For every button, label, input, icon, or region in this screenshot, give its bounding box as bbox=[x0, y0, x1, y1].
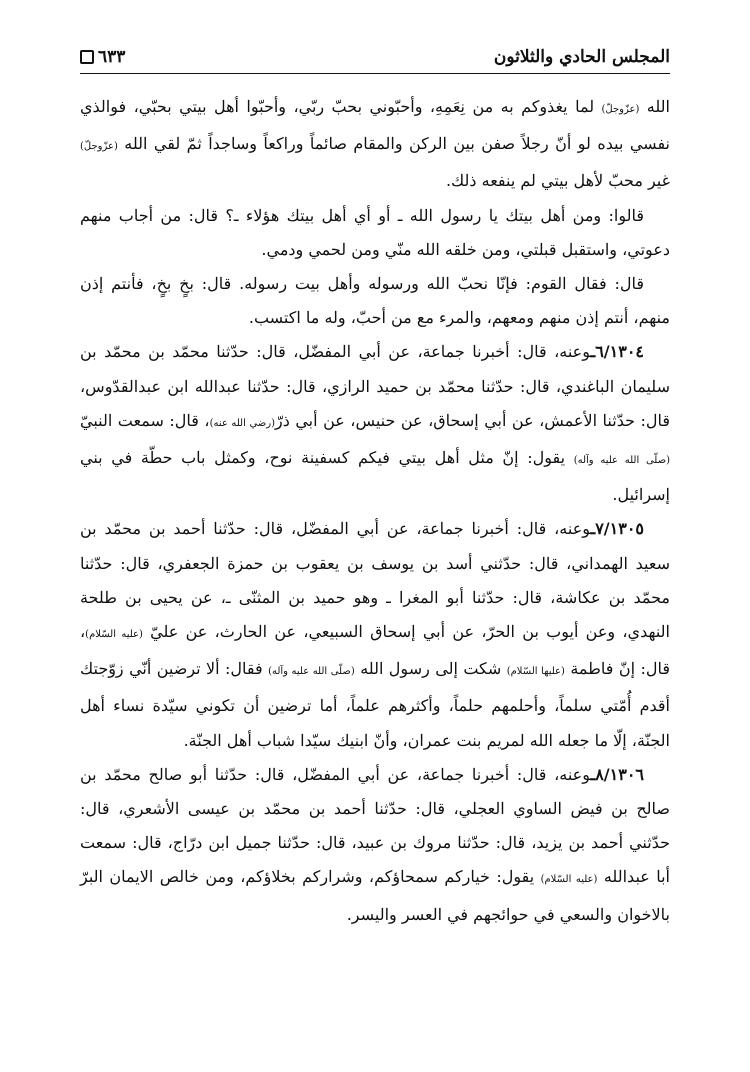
page-number-group bbox=[80, 47, 125, 67]
text-run: يقول: إنّ مثل أهل بيتي فيكم كسفينة نوح، وكمثل باب حطّة في بني إسرائيل. bbox=[80, 448, 670, 505]
honorific: (عزّوجلّ) bbox=[601, 104, 640, 115]
hadith-number: ٨/١٣٠٦ـ bbox=[590, 764, 644, 784]
square-box-icon bbox=[80, 50, 94, 64]
text-run: وعنه، قال: أخبرنا جماعة، عن أبي المفضّل، قال: حدّثنا محمّد بن محمّد بن سليمان الباغندي، قال: حدّثنا محمّد بن حميد الرازي، قال: حدّثنا عبدالله ابن عبدالقدّوس، قال: حدّثنا الأعمش، عن أبي إسحاق، عن حنيس، عن أبي ذرّ bbox=[80, 342, 670, 430]
hadith-entry bbox=[80, 512, 670, 757]
body-text bbox=[80, 90, 670, 932]
page-header bbox=[80, 40, 670, 74]
honorific: (عليه السّلام) bbox=[85, 629, 143, 641]
text-run: الله bbox=[639, 97, 670, 116]
hadith-entry bbox=[80, 758, 670, 932]
text-run: وعنه، قال: أخبرنا جماعة، عن أبي المفضّل، قال: حدّثنا أبو صالح محمّد بن صالح بن فيض الساوي العجلي، قال: حدّثنا أحمد بن محمّد بن عيسى الأشعري، قال: حدّثني أحمد بن يزيد، قال: حدّثنا مروك بن عبيد، قال: حدّثنا جميل ابن درّاج، قال: سمعت أبا عبدالله bbox=[80, 764, 670, 887]
text-run: شكت إلى رسول الله bbox=[354, 659, 507, 679]
text-run: غير محبّ لأهل بيتي لم ينفعه ذلك. bbox=[445, 171, 670, 191]
hadith-number: ٧/١٣٠٥ـ bbox=[590, 519, 644, 539]
honorific: (رضي الله عنه) bbox=[209, 417, 276, 429]
honorific: (صلّى الله عليه وآله) bbox=[268, 666, 355, 678]
hadith-number: ٦/١٣٠٤ـ bbox=[590, 342, 644, 362]
page-number: ٦٣٣ bbox=[98, 47, 126, 67]
paragraph: قال: فقال القوم: فإنّا نحبّ الله ورسوله وأهل بيت رسوله. قال: بخٍ بخٍ، فأنتم إذن منهم، أنتم إذن منهم ومعهم، والمرء مع من أحبّ، وله ما اكتسب. bbox=[80, 274, 670, 328]
honorific: (صلّى الله عليه وآله) bbox=[573, 455, 670, 467]
honorific: (عليه السّلام) bbox=[540, 874, 598, 886]
hadith-entry bbox=[80, 335, 670, 512]
honorific: (عزّوجلّ) bbox=[80, 141, 118, 153]
paragraph: قالوا: ومن أهل بيتك يا رسول الله ـ أو أي أهل بيتك هؤلاء ـ؟ قال: من أجاب منهم دعوتي، واستقبل قبلتي، ومن خلقه الله منّي ومن لحمي ودمي. bbox=[80, 205, 670, 259]
text-run: لما يغذوكم به من نِعَمِهِ، وأحبّوني بحبّ ربّي، وأحبّوا أهل بيتي بحبّي، فوالذي نفسي بيده لو أنّ رجلاً صفن بين الركن والمقام صائماً وراكعاً وساجداً ثمّ لقي الله bbox=[80, 97, 670, 154]
text-run: يقول: خياركم سمحاؤكم، وشراركم بخلاؤكم، ومن خالص الايمان البرّ بالاخوان والسعي في حوائجهم في العسر واليسر. bbox=[80, 867, 670, 924]
text-run: فقال: ألا ترضين أنّي زوّجتك أقدم أُمّتي سلماً، وأحلمهم حلماً، وأكثرهم علماً، أما ترضين أن تكوني سيّدة نساء أهل الجنّة، إلّا ما جعله الله لمريم بنت عمران، وأنّ ابنيك سيّدا شباب أهل الجنّة. bbox=[80, 659, 670, 750]
text-run: ، قال: إنّ فاطمة bbox=[80, 622, 670, 679]
paragraph bbox=[80, 90, 670, 199]
text-run: ، قال: سمعت النبيّ bbox=[80, 410, 210, 430]
honorific: (عليها السّلام) bbox=[506, 666, 565, 678]
running-title: المجلس الحادي والثلاثون bbox=[493, 47, 670, 67]
text-run: وعنه، قال: أخبرنا جماعة، عن أبي المفضّل، قال: حدّثنا أحمد بن محمّد بن سعيد الهمداني، قال: حدّثني أسد بن يوسف بن يعقوب بن حمزة الجعفري، قال: حدّثنا محمّد بن عكاشة، قال: حدّثنا أبو المغرا ـ وهو حميد بن المثنّى ـ، عن يحيى بن طلحة النهدي، وعن أيوب بن الحرّ، عن أبي إسحاق السبيعي، عن الحارث، عن عليّ bbox=[80, 519, 671, 642]
